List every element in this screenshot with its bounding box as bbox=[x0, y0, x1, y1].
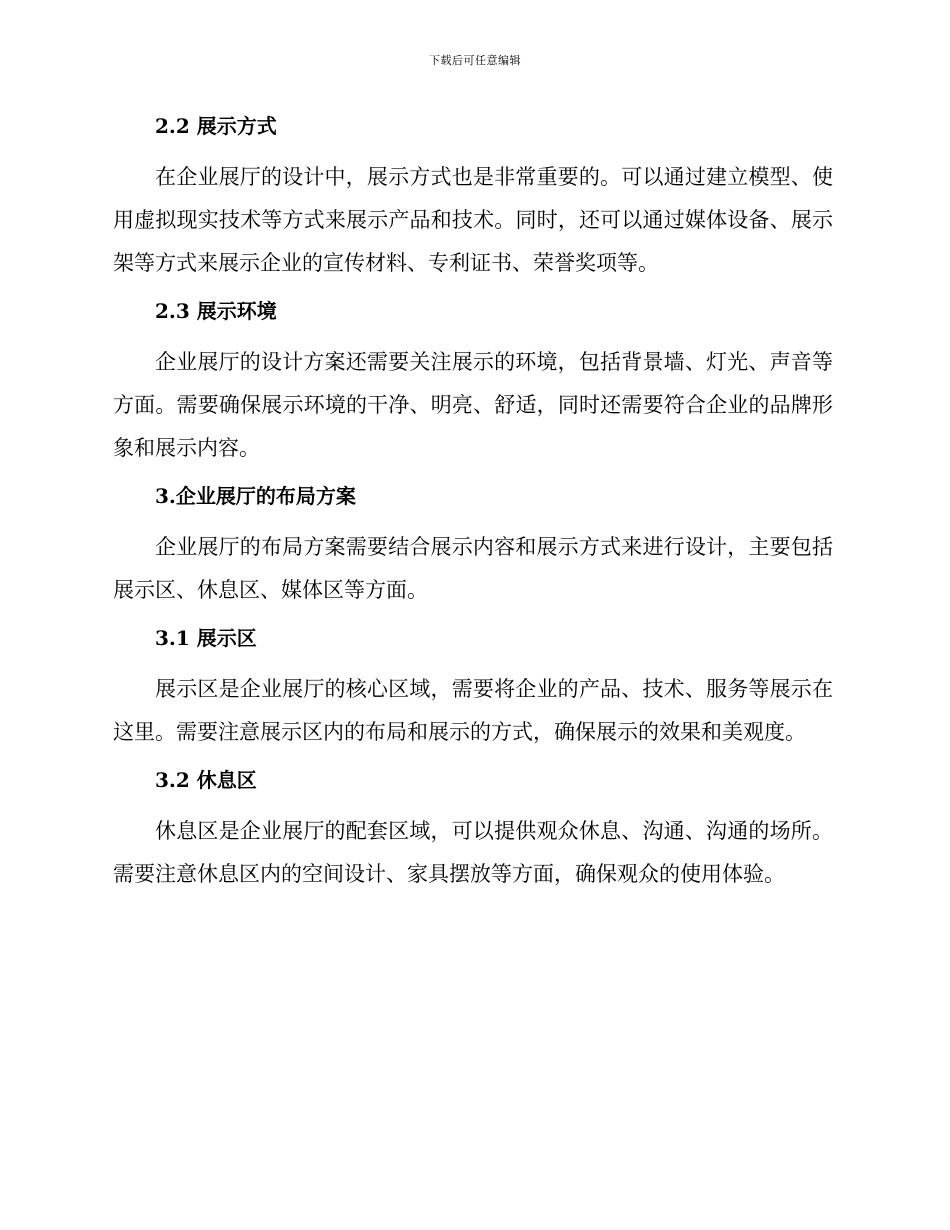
section-paragraph: 休息区是企业展厅的配套区域，可以提供观众休息、沟通、沟通的场所。需要注意休息区内的空间设计、家具摆放等方面，确保观众的使用体验。 bbox=[113, 819, 833, 886]
section-heading: 2.3 展示环境 bbox=[155, 299, 277, 323]
section-heading: 3.企业展厅的布局方案 bbox=[155, 484, 356, 508]
section-paragraph: 企业展厅的设计方案还需要关注展示的环境，包括背景墙、灯光、声音等方面。需要确保展示环境的干净、明亮、舒适，同时还需要符合企业的品牌形象和展示内容。 bbox=[113, 350, 833, 460]
section-paragraph: 展示区是企业展厅的核心区域，需要将企业的产品、技术、服务等展示在这里。需要注意展示区内的布局和展示的方式，确保展示的效果和美观度。 bbox=[113, 677, 833, 744]
page-header: 下载后可任意编辑 bbox=[429, 54, 521, 67]
section-paragraph: 企业展厅的布局方案需要结合展示内容和展示方式来进行设计，主要包括展示区、休息区、媒体区等方面。 bbox=[113, 535, 833, 602]
section-2-3 bbox=[113, 293, 833, 470]
section-heading: 3.2 休息区 bbox=[155, 768, 257, 792]
section-heading: 3.1 展示区 bbox=[155, 626, 257, 650]
section-3 bbox=[113, 478, 833, 612]
section-heading: 2.2 展示方式 bbox=[155, 114, 277, 138]
section-2-2 bbox=[113, 108, 833, 285]
section-3-1 bbox=[113, 620, 833, 754]
section-paragraph: 在企业展厅的设计中，展示方式也是非常重要的。可以通过建立模型、使用虚拟现实技术等方式来展示产品和技术。同时，还可以通过媒体设备、展示架等方式来展示企业的宣传材料、专利证书、荣誉奖项等。 bbox=[113, 165, 833, 275]
document-body bbox=[113, 108, 833, 904]
section-3-2 bbox=[113, 762, 833, 896]
